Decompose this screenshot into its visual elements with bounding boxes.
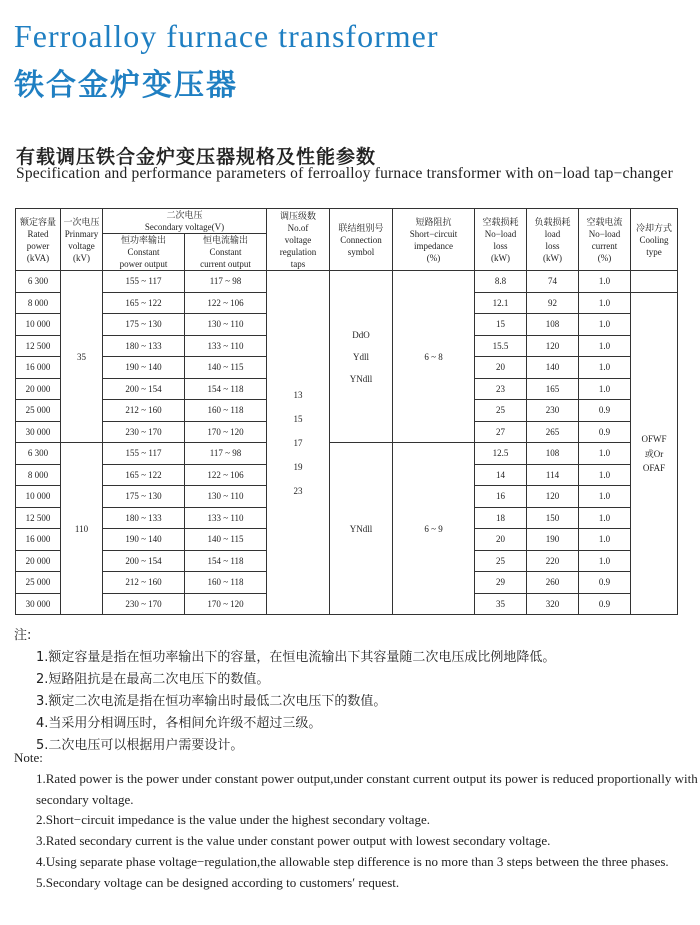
header-label: voltage xyxy=(68,240,95,251)
cell-rated-power: 6 300 xyxy=(16,271,61,293)
header-label: Constant xyxy=(127,247,160,257)
header-cooling-type xyxy=(631,209,678,271)
header-noload-loss xyxy=(475,209,527,271)
cell-constant-current: 122 ~ 106 xyxy=(185,464,267,486)
note-en-item: 2.Short−circuit impedance is the value under the highest secondary voltage. xyxy=(36,812,430,828)
header-label: type xyxy=(646,246,662,257)
cell-primary-voltage: 110 xyxy=(61,443,103,615)
notes-chinese xyxy=(14,625,694,757)
header-label: impedance xyxy=(414,240,453,251)
cell-line: YNdll xyxy=(349,373,373,384)
cell-constant-current: 170 ~ 120 xyxy=(185,593,267,615)
cell-constant-current: 122 ~ 106 xyxy=(185,292,267,314)
cell-constant-power: 175 ~ 130 xyxy=(103,486,185,508)
cell-constant-current: 117 ~ 98 xyxy=(185,271,267,293)
header-label: 恒电流输出 xyxy=(203,235,249,245)
header-constant-power xyxy=(103,234,185,271)
header-secondary-voltage xyxy=(103,209,267,234)
cell-constant-current: 130 ~ 110 xyxy=(185,486,267,508)
cell-constant-current: 130 ~ 110 xyxy=(185,314,267,336)
cell-rated-power: 10 000 xyxy=(16,314,61,336)
header-noload-current xyxy=(579,209,631,271)
header-label: No−load xyxy=(588,228,621,239)
cell-line: OFWF xyxy=(641,433,667,444)
cell-noload-current: 0.9 xyxy=(579,572,631,594)
header-label: loss xyxy=(545,240,560,251)
header-label: (kW) xyxy=(543,252,563,263)
cell-connection-symbol xyxy=(330,271,393,443)
header-connection-symbol xyxy=(330,209,393,271)
header-label: 冷却方式 xyxy=(636,222,673,233)
table-row xyxy=(16,443,678,465)
cell-connection-symbol xyxy=(330,443,393,615)
header-label: symbol xyxy=(347,246,375,257)
cell-constant-current: 140 ~ 115 xyxy=(185,357,267,379)
header-impedance xyxy=(393,209,475,271)
cell-noload-current: 0.9 xyxy=(579,593,631,615)
header-label: voltage xyxy=(284,234,312,245)
header-label: No−load xyxy=(484,228,517,239)
cell-constant-power: 180 ~ 133 xyxy=(103,507,185,529)
note-en-item: 5.Secondary voltage can be designed according to customers′ request. xyxy=(36,874,400,890)
cell-noload-loss: 18 xyxy=(475,507,527,529)
cell-noload-loss: 20 xyxy=(475,529,527,551)
header-label: 恒功率输出 xyxy=(120,235,166,245)
cell-cooling-blank xyxy=(631,271,678,293)
cell-noload-current: 1.0 xyxy=(579,335,631,357)
cell-rated-power: 8 000 xyxy=(16,464,61,486)
notes-en-heading: Note: xyxy=(14,750,43,765)
cell-line: 19 xyxy=(293,461,303,472)
cell-line: 15 xyxy=(293,413,303,424)
cell-noload-loss: 15 xyxy=(475,314,527,336)
cell-noload-current: 1.0 xyxy=(579,443,631,465)
cell-noload-loss: 25 xyxy=(475,400,527,422)
cell-impedance: 6 ~ 9 xyxy=(393,443,475,615)
cell-line: 或Or xyxy=(644,448,664,459)
spec-table-header xyxy=(16,209,678,271)
cell-noload-loss: 14 xyxy=(475,464,527,486)
header-primary-voltage xyxy=(61,209,103,271)
cell-noload-loss: 35 xyxy=(475,593,527,615)
header-label: (kV) xyxy=(73,252,90,263)
note-cn-item: 2.短路阻抗是在最高二次电压下的数值。 xyxy=(36,672,270,687)
cell-impedance: 6 ~ 8 xyxy=(393,271,475,443)
cell-rated-power: 8 000 xyxy=(16,292,61,314)
cell-load-loss: 165 xyxy=(527,378,579,400)
cell-noload-current: 1.0 xyxy=(579,292,631,314)
cell-noload-current: 0.9 xyxy=(579,421,631,443)
cell-rated-power: 6 300 xyxy=(16,443,61,465)
cell-noload-loss: 23 xyxy=(475,378,527,400)
cell-noload-loss: 12.1 xyxy=(475,292,527,314)
cell-rated-power: 16 000 xyxy=(16,529,61,551)
header-label: Constant xyxy=(209,247,242,257)
cell-rated-power: 30 000 xyxy=(16,421,61,443)
header-rated-power xyxy=(16,209,61,271)
table-title-en: Specification and performance parameters of ferroalloy furnace transformer with on−load tap−changer xyxy=(16,165,673,182)
header-label: current output xyxy=(200,259,251,269)
cell-line: 17 xyxy=(293,437,303,448)
header-label: 负载损耗 xyxy=(534,216,571,227)
header-label: power xyxy=(26,240,50,251)
cell-line: DdO xyxy=(352,329,370,340)
cell-rated-power: 30 000 xyxy=(16,593,61,615)
header-label: regulation xyxy=(279,246,317,257)
cell-constant-power: 175 ~ 130 xyxy=(103,314,185,336)
header-label: 短路阻抗 xyxy=(415,216,452,227)
header-label: Rated xyxy=(27,228,49,239)
cell-constant-power: 165 ~ 122 xyxy=(103,464,185,486)
cell-noload-current: 1.0 xyxy=(579,550,631,572)
cell-noload-current: 1.0 xyxy=(579,378,631,400)
cell-load-loss: 140 xyxy=(527,357,579,379)
cell-noload-current: 1.0 xyxy=(579,271,631,293)
cell-constant-power: 155 ~ 117 xyxy=(103,271,185,293)
cell-constant-current: 170 ~ 120 xyxy=(185,421,267,443)
header-label: 二次电压 xyxy=(166,210,203,220)
header-label: loss xyxy=(493,240,508,251)
header-label: 空载电流 xyxy=(586,216,623,227)
cell-load-loss: 120 xyxy=(527,335,579,357)
header-label: No.of xyxy=(287,222,309,233)
cell-constant-current: 133 ~ 110 xyxy=(185,507,267,529)
cell-constant-power: 212 ~ 160 xyxy=(103,572,185,594)
cell-primary-voltage: 35 xyxy=(61,271,103,443)
cell-noload-current: 1.0 xyxy=(579,357,631,379)
header-label: current xyxy=(591,240,618,251)
header-label: Short−circuit xyxy=(409,228,458,239)
header-label: Prinmary xyxy=(64,228,99,239)
header-label: (%) xyxy=(426,252,441,263)
cell-line: OFAF xyxy=(642,462,666,473)
cell-load-loss: 220 xyxy=(527,550,579,572)
cell-constant-current: 117 ~ 98 xyxy=(185,443,267,465)
cell-constant-power: 230 ~ 170 xyxy=(103,593,185,615)
cell-rated-power: 12 500 xyxy=(16,335,61,357)
cell-noload-current: 1.0 xyxy=(579,314,631,336)
cell-constant-power: 200 ~ 154 xyxy=(103,550,185,572)
notes-cn-heading: 注: xyxy=(14,628,32,643)
cell-constant-power: 200 ~ 154 xyxy=(103,378,185,400)
cell-line: 23 xyxy=(293,485,303,496)
cell-constant-current: 154 ~ 118 xyxy=(185,550,267,572)
header-label: Cooling xyxy=(639,234,669,245)
cell-rated-power: 12 500 xyxy=(16,507,61,529)
cell-noload-current: 1.0 xyxy=(579,529,631,551)
note-en-item: 1.Rated power is the power under constant power output,under constant current output its power is reduced proportionally with secondary voltage. xyxy=(36,770,698,807)
cell-load-loss: 260 xyxy=(527,572,579,594)
cell-load-loss: 265 xyxy=(527,421,579,443)
cell-rated-power: 16 000 xyxy=(16,357,61,379)
cell-load-loss: 108 xyxy=(527,314,579,336)
cell-line: 13 xyxy=(293,389,303,400)
header-label: 一次电压 xyxy=(63,216,100,227)
header-label: taps xyxy=(290,258,306,269)
cell-load-loss: 320 xyxy=(527,593,579,615)
cell-rated-power: 20 000 xyxy=(16,378,61,400)
cell-constant-current: 160 ~ 118 xyxy=(185,400,267,422)
header-label: power output xyxy=(119,259,168,269)
cell-noload-loss: 29 xyxy=(475,572,527,594)
cell-constant-power: 165 ~ 122 xyxy=(103,292,185,314)
cell-load-loss: 190 xyxy=(527,529,579,551)
cell-constant-current: 140 ~ 115 xyxy=(185,529,267,551)
note-cn-item: 1.额定容量是指在恒功率输出下的容量，在恒电流输出下其容量随二次电压成比例地降低。 xyxy=(36,650,556,665)
cell-regulation-taps xyxy=(267,271,330,615)
header-label: 联结组别号 xyxy=(338,222,384,233)
note-cn-item: 3.额定二次电流是指在恒功率输出时最低二次电压下的数值。 xyxy=(36,694,387,709)
header-label: load xyxy=(544,228,561,239)
header-regulation-taps xyxy=(267,209,330,271)
note-cn-item: 5.二次电压可以根据用户需要设计。 xyxy=(36,738,244,753)
table-title-cn: 有载调压铁合金炉变压器规格及性能参数 xyxy=(16,146,377,168)
note-cn-item: 4.当采用分相调压时，各相间允许级不超过三级。 xyxy=(36,716,322,731)
header-label: 空载损耗 xyxy=(482,216,519,227)
cell-noload-current: 1.0 xyxy=(579,507,631,529)
notes-english xyxy=(14,748,698,894)
cell-line: Ydll xyxy=(353,351,370,362)
cell-noload-loss: 25 xyxy=(475,550,527,572)
cell-rated-power: 10 000 xyxy=(16,486,61,508)
cell-rated-power: 20 000 xyxy=(16,550,61,572)
cell-rated-power: 25 000 xyxy=(16,400,61,422)
cell-constant-power: 230 ~ 170 xyxy=(103,421,185,443)
cell-noload-loss: 16 xyxy=(475,486,527,508)
header-label: (kVA) xyxy=(26,252,50,263)
header-label: Secondary voltage(V) xyxy=(144,222,225,232)
cell-noload-current: 1.0 xyxy=(579,464,631,486)
note-en-item: 4.Using separate phase voltage−regulation,the allowable step difference is no more than 3 steps between the three phases. xyxy=(36,853,669,869)
cell-load-loss: 150 xyxy=(527,507,579,529)
header-label: 调压级数 xyxy=(280,210,317,221)
cell-noload-loss: 12.5 xyxy=(475,443,527,465)
cell-noload-loss: 15.5 xyxy=(475,335,527,357)
cell-load-loss: 92 xyxy=(527,292,579,314)
header-label: (%) xyxy=(597,252,612,263)
cell-noload-current: 0.9 xyxy=(579,400,631,422)
cell-noload-current: 1.0 xyxy=(579,486,631,508)
cell-load-loss: 74 xyxy=(527,271,579,293)
cell-constant-power: 180 ~ 133 xyxy=(103,335,185,357)
cell-constant-power: 190 ~ 140 xyxy=(103,529,185,551)
cell-noload-loss: 20 xyxy=(475,357,527,379)
cell-load-loss: 230 xyxy=(527,400,579,422)
page-title-en: Ferroalloy furnace transformer xyxy=(14,18,439,54)
cell-constant-current: 154 ~ 118 xyxy=(185,378,267,400)
cell-constant-current: 160 ~ 118 xyxy=(185,572,267,594)
note-en-item: 3.Rated secondary current is the value under constant power output with lowest secondary voltage. xyxy=(36,833,551,849)
cell-constant-current: 133 ~ 110 xyxy=(185,335,267,357)
cell-load-loss: 114 xyxy=(527,464,579,486)
cell-load-loss: 120 xyxy=(527,486,579,508)
header-load-loss xyxy=(527,209,579,271)
spec-table xyxy=(15,208,678,615)
cell-constant-power: 155 ~ 117 xyxy=(103,443,185,465)
cell-cooling-type xyxy=(631,292,678,615)
cell-constant-power: 190 ~ 140 xyxy=(103,357,185,379)
header-label: Connection xyxy=(340,234,382,245)
cell-noload-loss: 27 xyxy=(475,421,527,443)
cell-line: YNdll xyxy=(349,523,373,534)
cell-noload-loss: 8.8 xyxy=(475,271,527,293)
header-label: (kW) xyxy=(491,252,511,263)
header-label: 额定容量 xyxy=(19,216,56,227)
cell-constant-power: 212 ~ 160 xyxy=(103,400,185,422)
cell-rated-power: 25 000 xyxy=(16,572,61,594)
cell-load-loss: 108 xyxy=(527,443,579,465)
table-row xyxy=(16,271,678,293)
header-constant-current xyxy=(185,234,267,271)
page-title-cn: 铁合金炉变压器 xyxy=(14,68,238,103)
spec-table-body xyxy=(16,271,678,615)
